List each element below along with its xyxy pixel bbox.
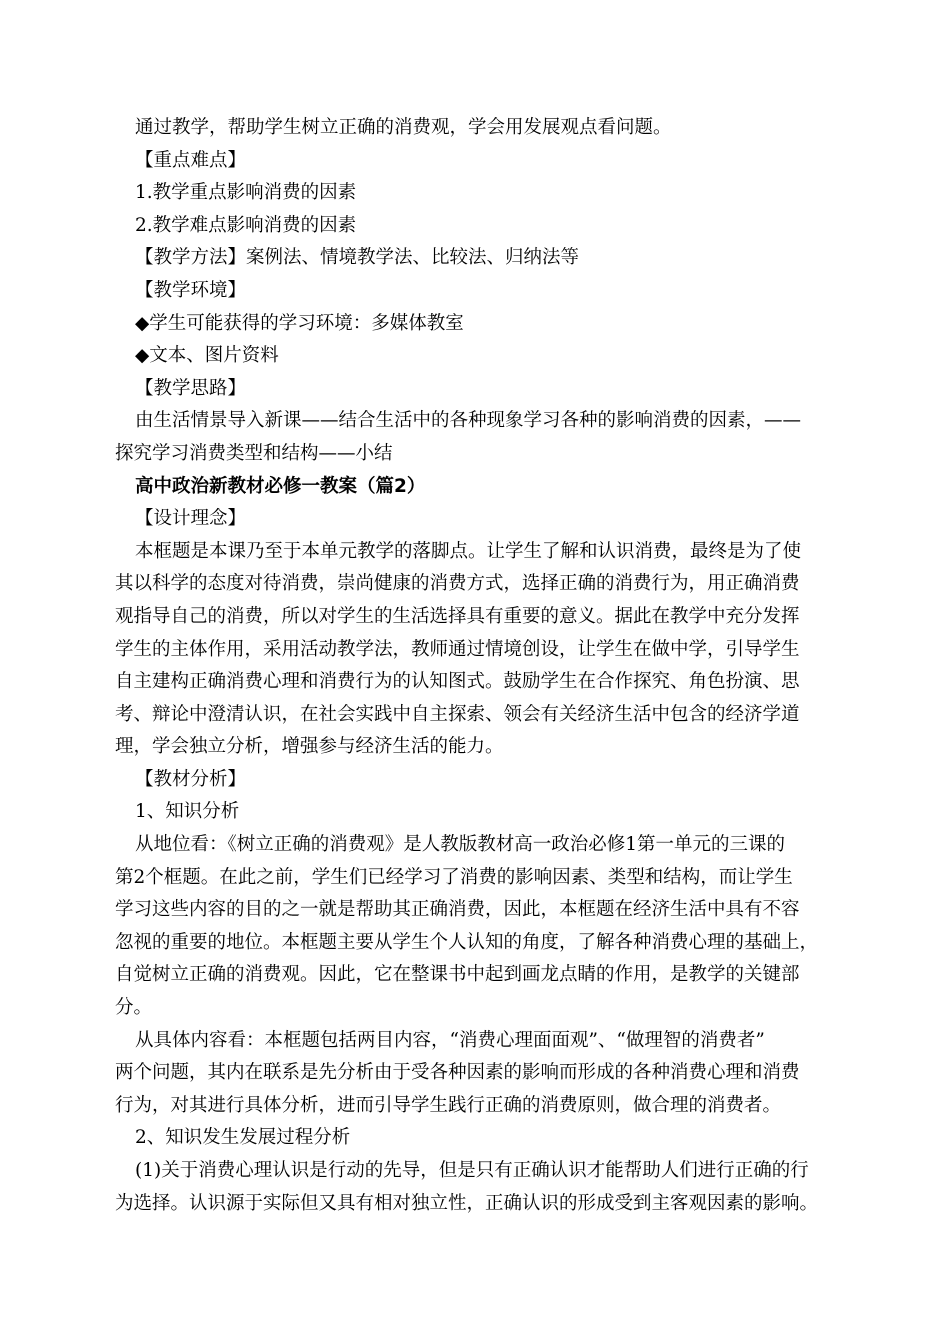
paragraph-line: 观指导自己的消费，所以对学生的生活选择具有重要的意义。据此在教学中充分发挥 — [115, 605, 800, 627]
paragraph-line: 自觉树立正确的消费观。因此，它在整课书中起到画龙点睛的作用，是教学的关键部 — [115, 964, 800, 986]
paragraph-line: 行为，对其进行具体分析，进而引导学生践行正确的消费原则，做合理的消费者。 — [115, 1094, 782, 1116]
paragraph-line: 两个问题，其内在联系是先分析由于受各种因素的影响而形成的各种消费心理和消费 — [115, 1062, 800, 1084]
paragraph-line: (1)关于消费心理认识是行动的先导，但是只有正确认识才能帮助人们进行正确的行 — [135, 1160, 809, 1181]
paragraph-line: 通过教学，帮助学生树立正确的消费观，学会用发展观点看问题。 — [135, 117, 672, 138]
bullet-item: ◆学生可能获得的学习环境：多媒体教室 — [135, 312, 464, 334]
paragraph-line: 理，学会独立分析，增强参与经济生活的能力。 — [115, 736, 504, 758]
paragraph-line: 学生的主体作用，采用活动教学法，教师通过情境创设，让学生在做中学，引导学生 — [115, 638, 800, 660]
paragraph-line: 从地位看：《树立正确的消费观》是人教版教材高一政治必修1第一单元的三课的 — [135, 834, 786, 856]
section-label-approach: 【教学思路】 — [135, 377, 247, 399]
section-label-methods: 【教学方法】案例法、情境教学法、比较法、归纳法等 — [135, 247, 580, 269]
paragraph-line: 第2个框题。在此之前，学生们已经学习了消费的影响因素、类型和结构，而让学生 — [115, 866, 793, 888]
section-label-environment: 【教学环境】 — [135, 279, 247, 301]
list-item: 2.教学难点影响消费的因素 — [135, 214, 357, 236]
subsection-label: 2、知识发生发展过程分析 — [135, 1127, 351, 1149]
document-page — [115, 112, 827, 1220]
section-label-design: 【设计理念】 — [135, 508, 247, 530]
paragraph-line: 为选择。认识源于实际但又具有相对独立性，正确认识的形成受到主客观因素的影响。 — [115, 1192, 819, 1214]
subsection-label: 1、知识分析 — [135, 801, 240, 823]
paragraph-line: 学习这些内容的目的之一就是帮助其正确消费，因此，本框题在经济生活中具有不容 — [115, 899, 800, 921]
paragraph-line: 由生活情景导入新课——结合生活中的各种现象学习各种的影响消费的因素，—— — [135, 410, 802, 432]
paragraph-line: 分。 — [115, 997, 153, 1019]
bullet-item: ◆文本、图片资料 — [135, 345, 279, 367]
paragraph-line: 自主建构正确消费心理和消费行为的认知图式。鼓励学生在合作探究、角色扮演、思 — [115, 671, 800, 693]
paragraph-line: 忽视的重要的地位。本框题主要从学生个人认知的角度，了解各种消费心理的基础上， — [115, 931, 819, 953]
list-item: 1.教学重点影响消费的因素 — [135, 182, 357, 204]
section-label-key-points: 【重点难点】 — [135, 149, 247, 171]
paragraph-line: 从具体内容看：本框题包括两目内容，“消费心理面面观”、“做理智的消费者” — [135, 1029, 765, 1051]
paragraph-line: 考、辩论中澄清认识，在社会实践中自主探索、领会有关经济生活中包含的经济学道 — [115, 703, 800, 725]
paragraph-line: 本框题是本课乃至于本单元教学的落脚点。让学生了解和认识消费，最终是为了使 — [135, 540, 802, 562]
paragraph-line: 其以科学的态度对待消费，崇尚健康的消费方式，选择正确的消费行为，用正确消费 — [115, 573, 800, 595]
paragraph-line: 探究学习消费类型和结构——小结 — [115, 442, 393, 464]
section-label-analysis: 【教材分析】 — [135, 768, 247, 790]
section-heading: 高中政治新教材必修一教案（篇2） — [135, 475, 426, 497]
